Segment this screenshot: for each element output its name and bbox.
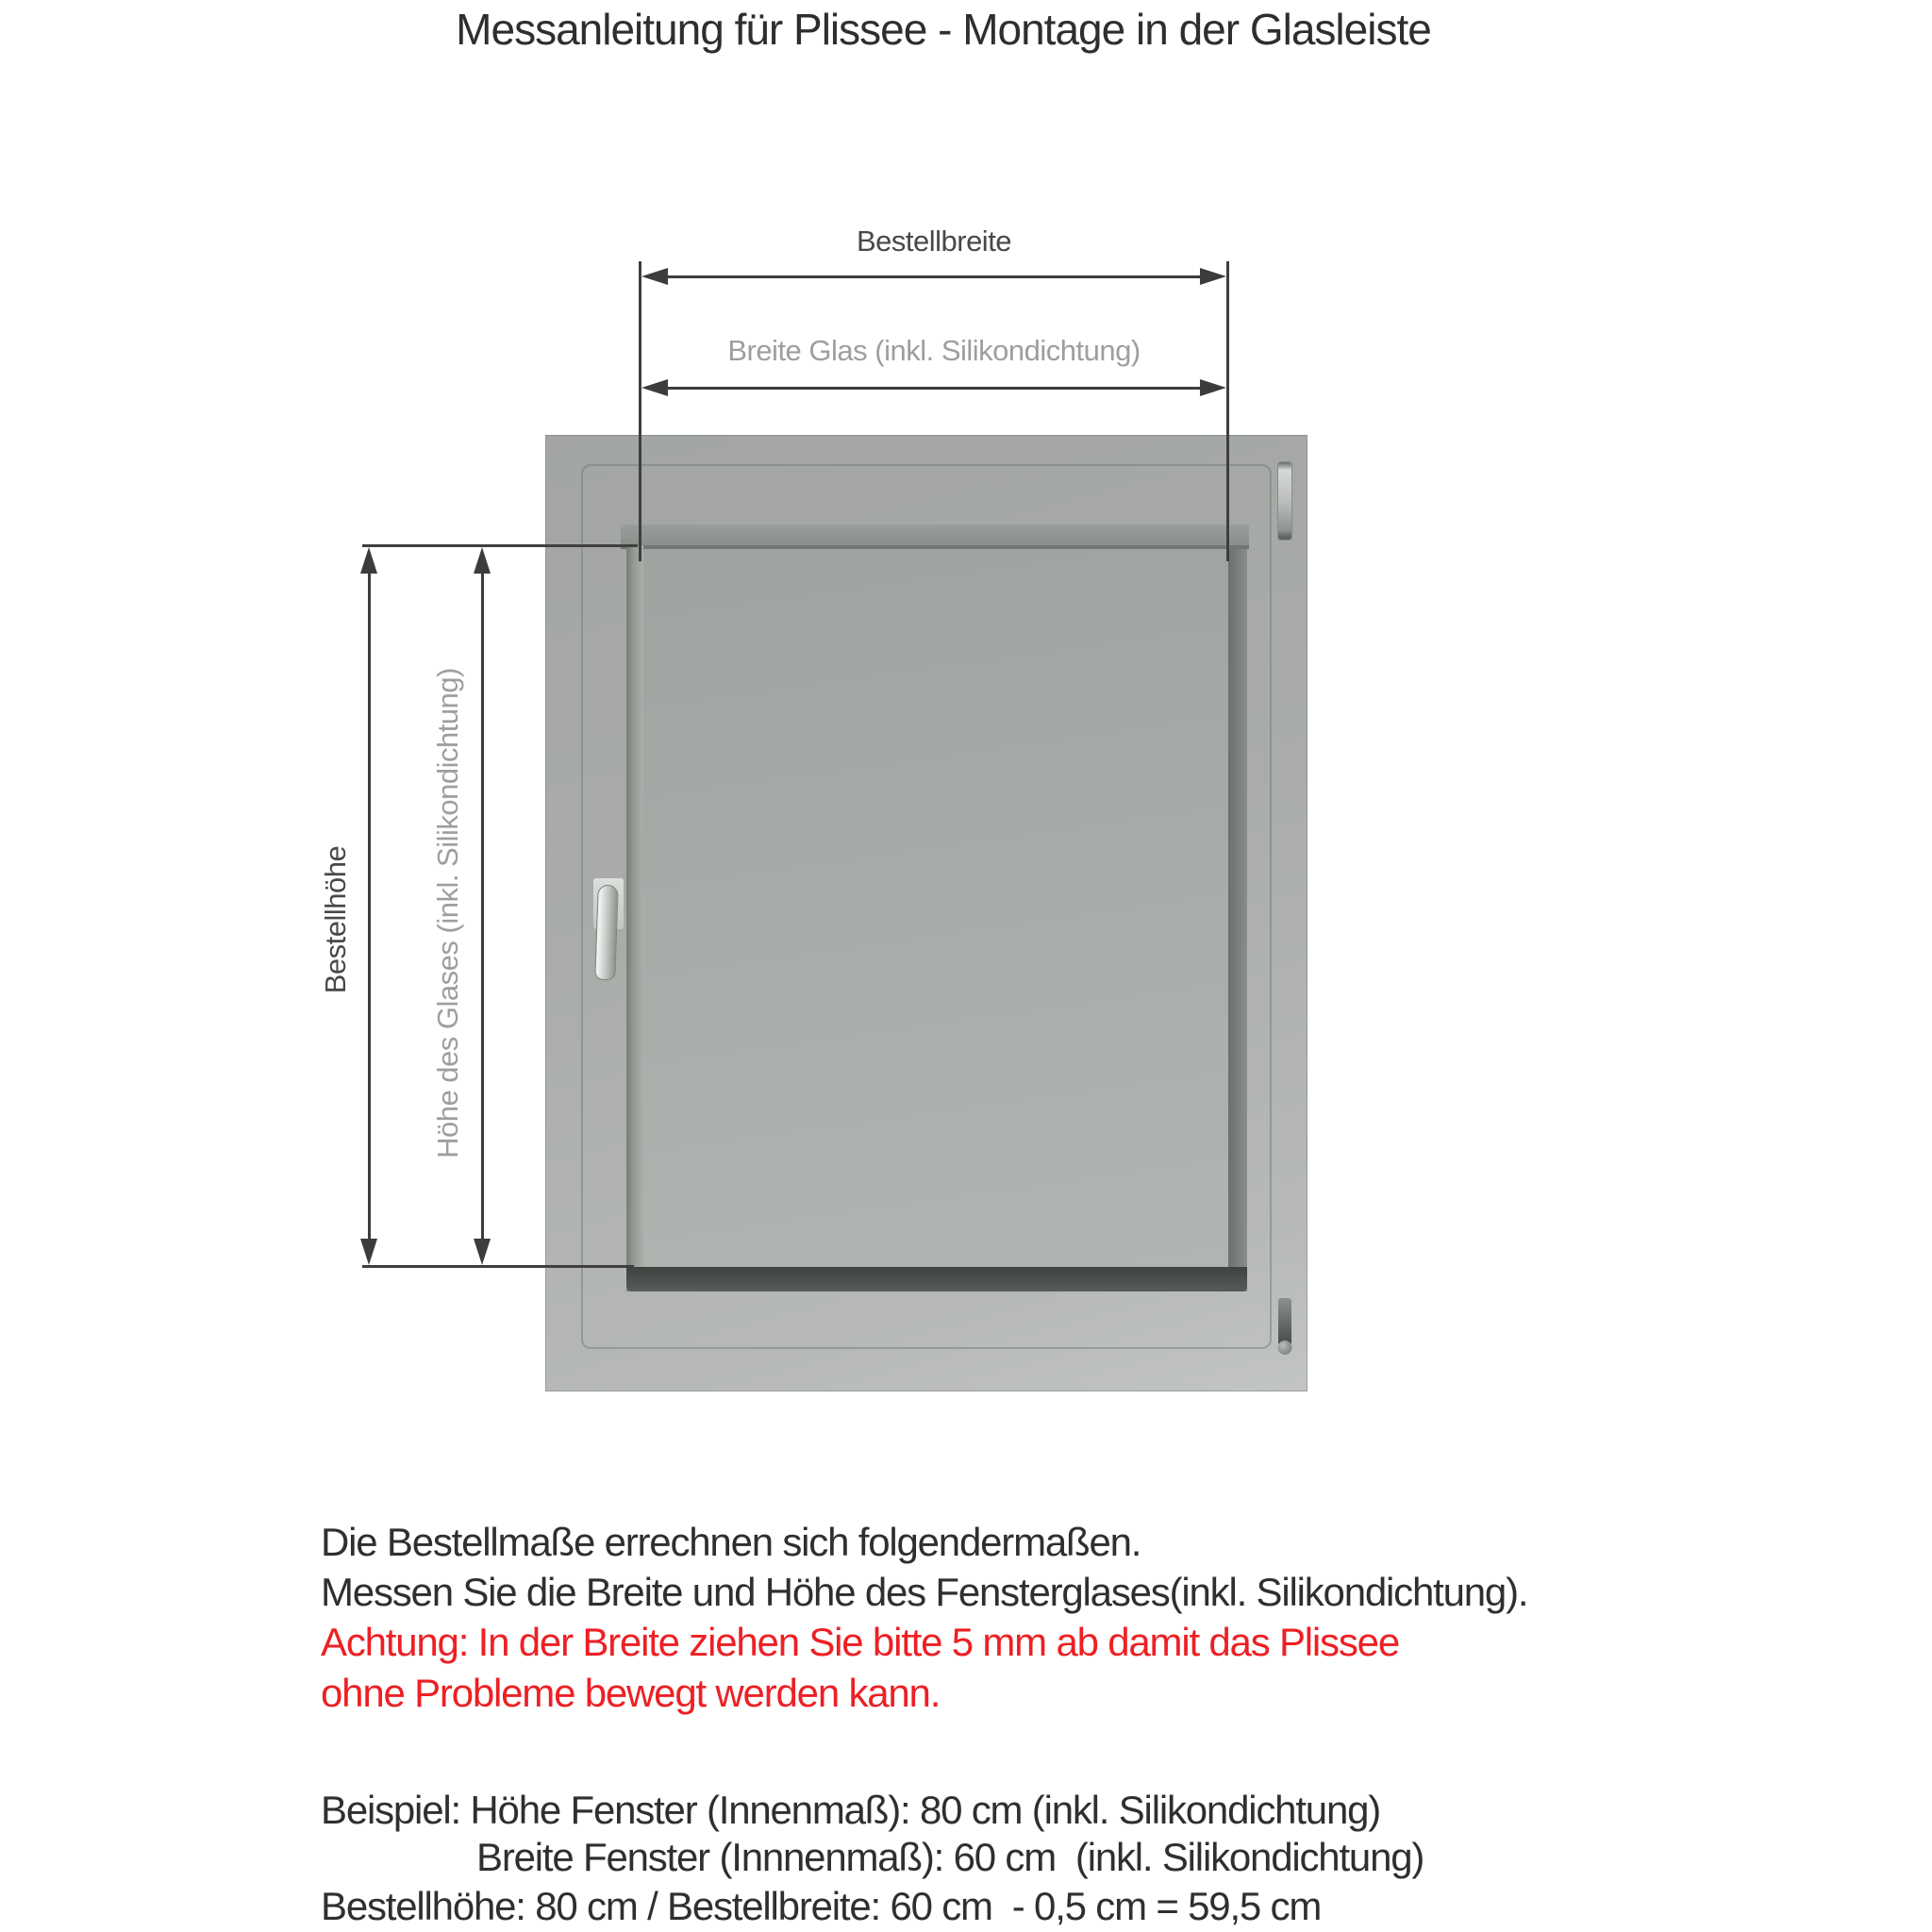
dim-label-order-height: Bestellhöhe <box>319 845 352 994</box>
arrowhead-down-icon <box>360 1239 377 1265</box>
instruction-line-1: Die Bestellmaße errechnen sich folgendermaßen. <box>321 1520 1141 1564</box>
window-hinge-top <box>1278 462 1291 540</box>
arrowhead-left-icon <box>641 379 668 396</box>
window-handle <box>594 885 619 981</box>
arrowhead-down-icon <box>474 1239 491 1265</box>
glazing-bead-bottom <box>626 1267 1247 1291</box>
extension-line-glass-left <box>639 261 641 561</box>
dim-line <box>662 275 1206 278</box>
window-frame <box>545 435 1307 1391</box>
window-hinge-bottom <box>1278 1298 1291 1345</box>
dim-arrow-glass-height <box>469 547 495 1265</box>
dim-line <box>662 387 1206 390</box>
dim-label-glass-width: Breite Glas (inkl. Silikondichtung) <box>727 334 1141 367</box>
dim-label-order-width: Bestellbreite <box>856 225 1012 258</box>
extension-line-glass-top <box>362 544 638 547</box>
dim-line <box>481 568 484 1244</box>
glazing-bead-left <box>626 545 643 1291</box>
arrowhead-right-icon <box>1200 268 1226 285</box>
dim-arrow-order-height <box>356 547 382 1265</box>
warning-line-1: Achtung: In der Breite ziehen Sie bitte 5 mm ab damit das Plissee <box>321 1620 1399 1664</box>
example-line-3: Bestellhöhe: 80 cm / Bestellbreite: 60 cm - 0,5 cm = 59,5 cm <box>321 1884 1322 1928</box>
dim-arrow-glass-width <box>641 375 1226 401</box>
arrowhead-up-icon <box>360 547 377 574</box>
arrowhead-left-icon <box>641 268 668 285</box>
dim-line <box>368 568 371 1244</box>
instruction-line-2: Messen Sie die Breite und Höhe des Fensterglases(inkl. Silikondichtung). <box>321 1570 1528 1614</box>
example-line-1: Beispiel: Höhe Fenster (Innenmaß): 80 cm (inkl. Silikondichtung) <box>321 1788 1381 1832</box>
warning-line-2: ohne Probleme bewegt werden kann. <box>321 1671 941 1715</box>
extension-line-glass-bottom <box>362 1265 634 1268</box>
glazing-bead-top <box>621 525 1249 549</box>
dim-arrow-order-width <box>641 263 1226 290</box>
example-line-2: Breite Fenster (Innnenmaß): 60 cm (inkl. Silikondichtung) <box>476 1835 1424 1879</box>
extension-line-glass-right <box>1226 261 1229 561</box>
arrowhead-right-icon <box>1200 379 1226 396</box>
window-glass <box>641 549 1228 1267</box>
glazing-bead-right <box>1228 549 1247 1291</box>
dim-label-glass-height: Höhe des Glases (inkl. Silikondichtung) <box>431 668 464 1158</box>
arrowhead-up-icon <box>474 547 491 574</box>
page-title: Messanleitung für Plissee - Montage in der Glasleiste <box>456 5 1431 54</box>
